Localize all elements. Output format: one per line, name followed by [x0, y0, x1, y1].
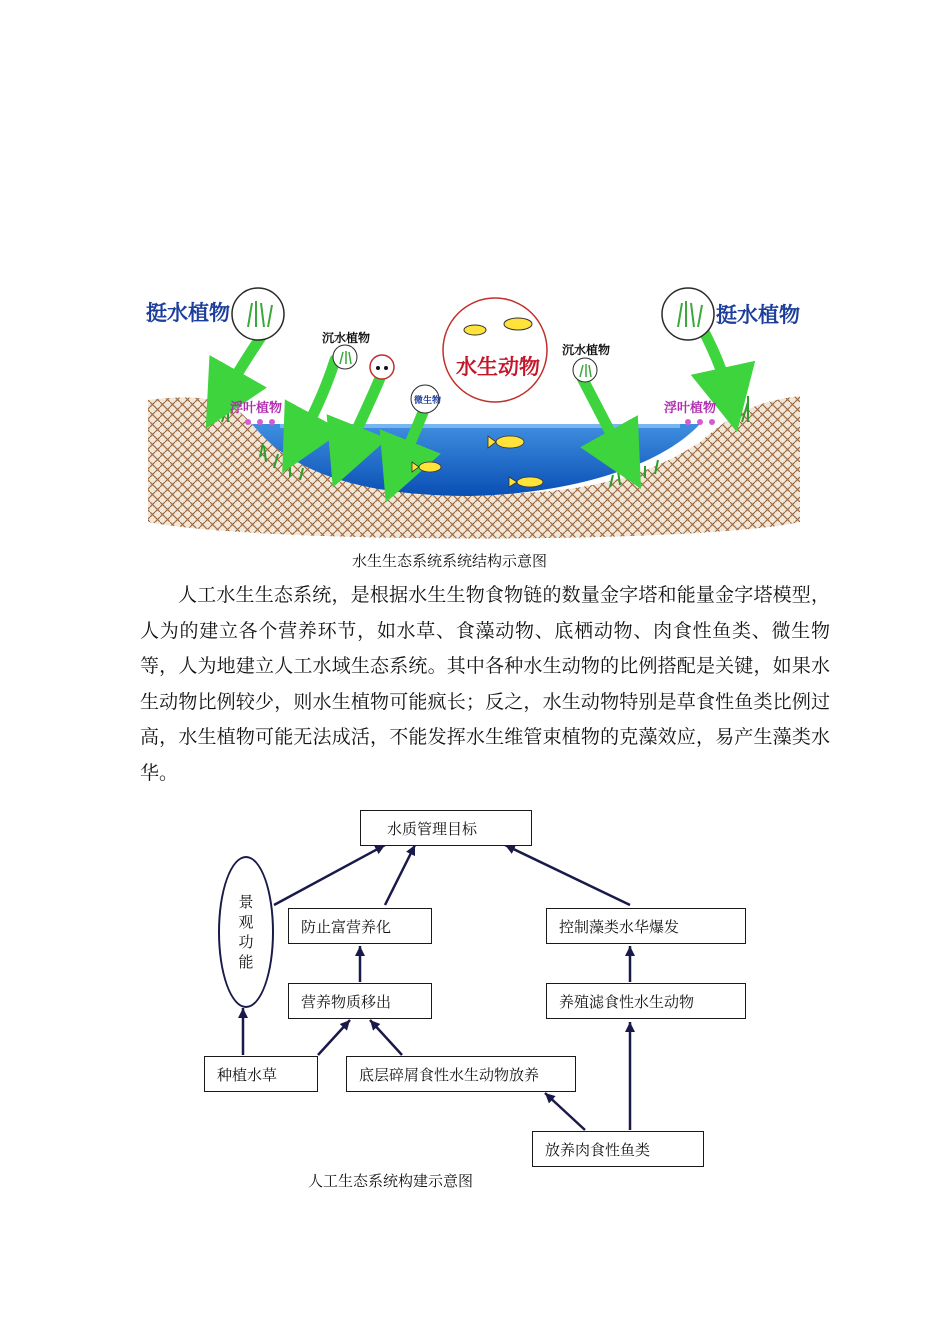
- body-paragraph: 人工水生生态系统，是根据水生生物食物链的数量金字塔和能量金字塔模型，人为的建立各个营养环节，如水草、食藻动物、底栖动物、肉食性鱼类、微生物等，人为地建立人工水域生态系统。其中各种水生动物的比例搭配是关键，如果水生动物比例较少，则水生植物可能疯长；反之，水生动物特别是草食性鱼类比例过高，水生植物可能无法成活，不能发挥水生维管束植物的克藻效应，易产生藻类水华。: [140, 584, 830, 784]
- box-water-quality-goal: 水质管理目标: [360, 810, 532, 846]
- submerged-plant-label-left: 沉水植物: [322, 331, 371, 345]
- microbe-label: 微生物: [414, 396, 442, 406]
- arrow-algae-to-goal: [505, 845, 630, 905]
- floating-plant-label-right: 浮叶植物: [664, 401, 717, 416]
- figure1-caption: 水生生态系统系统结构示意图: [352, 552, 548, 570]
- box-plant-aquatic-grass: 种植水草: [204, 1056, 318, 1092]
- emergent-plant-label-right: 挺水植物: [716, 303, 800, 327]
- box-prevent-eutrophication: 防止富营养化: [288, 908, 432, 944]
- landscape-char-1: 景: [238, 893, 254, 911]
- box-carnivorous-fish-stocking: 放养肉食性鱼类: [532, 1131, 704, 1167]
- box-nutrient-removal: 营养物质移出: [288, 983, 432, 1019]
- floating-plant-label-left: 浮叶植物: [230, 401, 283, 416]
- landscape-char-4: 能: [238, 953, 254, 971]
- arrow-fish-to-detritivore: [545, 1093, 585, 1130]
- figure2-caption: 人工生态系统构建示意图: [308, 1172, 474, 1190]
- arrow-grass-to-nutrient: [318, 1020, 350, 1055]
- arrow-detritivore-to-nutrient: [370, 1020, 402, 1055]
- box-detritivore-stocking: 底层碎屑食性水生动物放养: [346, 1056, 576, 1092]
- landscape-char-3: 功: [238, 933, 254, 951]
- emergent-plant-label-left: 挺水植物: [146, 301, 230, 325]
- oval-landscape-function: [218, 856, 274, 1008]
- submerged-plant-label-right: 沉水植物: [562, 343, 611, 357]
- box-control-algae-bloom: 控制藻类水华爆发: [546, 908, 746, 944]
- arrow-landscape-to-goal: [274, 845, 385, 905]
- box-filter-feeding-animals: 养殖滤食性水生动物: [546, 983, 746, 1019]
- landscape-char-2: 观: [238, 913, 254, 931]
- arrow-prevent-to-goal: [385, 845, 415, 905]
- aquatic-animals-label: 水生动物: [456, 355, 540, 379]
